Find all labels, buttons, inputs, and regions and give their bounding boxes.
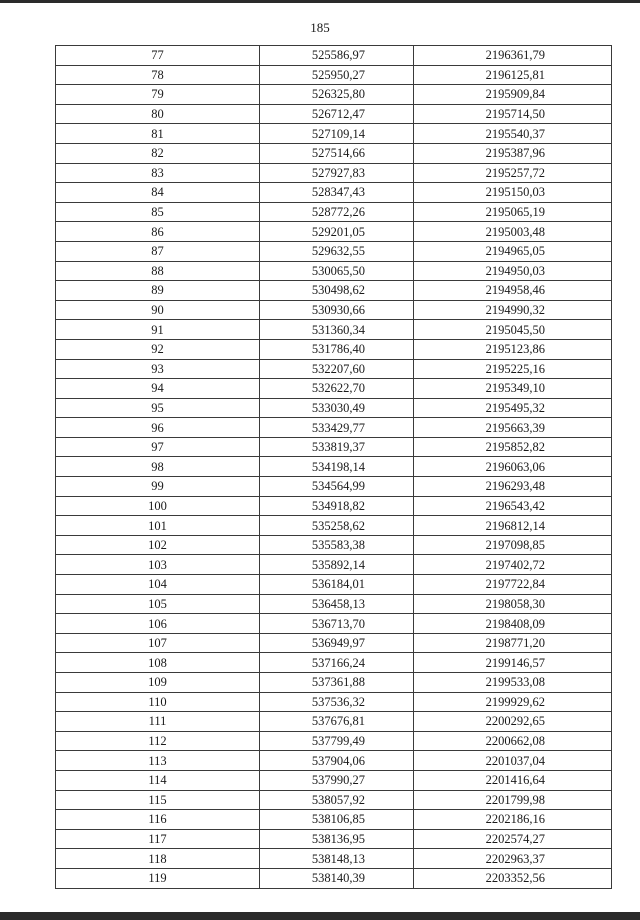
table-row [56, 614, 612, 634]
x-coordinate-cell: 537166,24 [260, 653, 414, 673]
table-row [56, 633, 612, 653]
x-coordinate-cell: 531786,40 [260, 339, 414, 359]
point-number-cell: 116 [56, 810, 260, 830]
page-number: 185 [310, 20, 330, 35]
point-number-cell: 87 [56, 241, 260, 261]
table-row [56, 300, 612, 320]
point-number-cell: 93 [56, 359, 260, 379]
x-coordinate-cell: 536458,13 [260, 594, 414, 614]
table-row [56, 692, 612, 712]
x-coordinate-cell: 534564,99 [260, 477, 414, 497]
table-row [56, 594, 612, 614]
table-row [56, 339, 612, 359]
x-coordinate-cell: 526325,80 [260, 85, 414, 105]
y-coordinate-cell: 2195540,37 [414, 124, 612, 144]
y-coordinate-cell: 2195225,16 [414, 359, 612, 379]
table-row [56, 65, 612, 85]
y-coordinate-cell: 2198058,30 [414, 594, 612, 614]
table-row [56, 202, 612, 222]
point-number-cell: 107 [56, 633, 260, 653]
table-row [56, 575, 612, 595]
table-row [56, 124, 612, 144]
x-coordinate-cell: 529632,55 [260, 241, 414, 261]
point-number-cell: 92 [56, 339, 260, 359]
y-coordinate-cell: 2195387,96 [414, 143, 612, 163]
x-coordinate-cell: 533030,49 [260, 398, 414, 418]
y-coordinate-cell: 2194990,32 [414, 300, 612, 320]
x-coordinate-cell: 533429,77 [260, 418, 414, 438]
y-coordinate-cell: 2201416,64 [414, 770, 612, 790]
x-coordinate-cell: 527514,66 [260, 143, 414, 163]
coordinates-table [55, 45, 612, 889]
x-coordinate-cell: 537799,49 [260, 731, 414, 751]
y-coordinate-cell: 2203352,56 [414, 868, 612, 888]
point-number-cell: 84 [56, 183, 260, 203]
x-coordinate-cell: 537904,06 [260, 751, 414, 771]
x-coordinate-cell: 537676,81 [260, 712, 414, 732]
point-number-cell: 83 [56, 163, 260, 183]
table-row [56, 241, 612, 261]
y-coordinate-cell: 2199146,57 [414, 653, 612, 673]
point-number-cell: 100 [56, 496, 260, 516]
table-row [56, 790, 612, 810]
point-number-cell: 85 [56, 202, 260, 222]
point-number-cell: 118 [56, 849, 260, 869]
table-row [56, 673, 612, 693]
x-coordinate-cell: 527109,14 [260, 124, 414, 144]
point-number-cell: 113 [56, 751, 260, 771]
x-coordinate-cell: 535892,14 [260, 555, 414, 575]
y-coordinate-cell: 2194958,46 [414, 281, 612, 301]
point-number-cell: 96 [56, 418, 260, 438]
point-number-cell: 88 [56, 261, 260, 281]
x-coordinate-cell: 537361,88 [260, 673, 414, 693]
point-number-cell: 86 [56, 222, 260, 242]
y-coordinate-cell: 2195150,03 [414, 183, 612, 203]
y-coordinate-cell: 2197098,85 [414, 535, 612, 555]
y-coordinate-cell: 2200292,65 [414, 712, 612, 732]
point-number-cell: 106 [56, 614, 260, 634]
y-coordinate-cell: 2195495,32 [414, 398, 612, 418]
x-coordinate-cell: 536949,97 [260, 633, 414, 653]
point-number-cell: 117 [56, 829, 260, 849]
point-number-cell: 115 [56, 790, 260, 810]
table-row [56, 496, 612, 516]
x-coordinate-cell: 525586,97 [260, 46, 414, 66]
point-number-cell: 102 [56, 535, 260, 555]
y-coordinate-cell: 2198771,20 [414, 633, 612, 653]
x-coordinate-cell: 535258,62 [260, 516, 414, 536]
x-coordinate-cell: 532207,60 [260, 359, 414, 379]
y-coordinate-cell: 2196293,48 [414, 477, 612, 497]
scan-bottom-edge [0, 912, 640, 920]
table-row [56, 516, 612, 536]
x-coordinate-cell: 535583,38 [260, 535, 414, 555]
point-number-cell: 80 [56, 104, 260, 124]
table-row [56, 104, 612, 124]
y-coordinate-cell: 2197722,84 [414, 575, 612, 595]
y-coordinate-cell: 2201037,04 [414, 751, 612, 771]
table-row [56, 418, 612, 438]
point-number-cell: 104 [56, 575, 260, 595]
table-row [56, 320, 612, 340]
point-number-cell: 112 [56, 731, 260, 751]
x-coordinate-cell: 536713,70 [260, 614, 414, 634]
table-row [56, 281, 612, 301]
table-row [56, 398, 612, 418]
y-coordinate-cell: 2202186,16 [414, 810, 612, 830]
y-coordinate-cell: 2195852,82 [414, 437, 612, 457]
x-coordinate-cell: 534198,14 [260, 457, 414, 477]
point-number-cell: 90 [56, 300, 260, 320]
x-coordinate-cell: 528772,26 [260, 202, 414, 222]
point-number-cell: 99 [56, 477, 260, 497]
point-number-cell: 81 [56, 124, 260, 144]
y-coordinate-cell: 2200662,08 [414, 731, 612, 751]
x-coordinate-cell: 530930,66 [260, 300, 414, 320]
y-coordinate-cell: 2199533,08 [414, 673, 612, 693]
x-coordinate-cell: 530498,62 [260, 281, 414, 301]
y-coordinate-cell: 2201799,98 [414, 790, 612, 810]
x-coordinate-cell: 538106,85 [260, 810, 414, 830]
table-row [56, 868, 612, 888]
x-coordinate-cell: 532622,70 [260, 379, 414, 399]
point-number-cell: 79 [56, 85, 260, 105]
point-number-cell: 108 [56, 653, 260, 673]
x-coordinate-cell: 527927,83 [260, 163, 414, 183]
table-row [56, 85, 612, 105]
y-coordinate-cell: 2195065,19 [414, 202, 612, 222]
x-coordinate-cell: 537536,32 [260, 692, 414, 712]
table-row [56, 143, 612, 163]
table-row [56, 163, 612, 183]
point-number-cell: 89 [56, 281, 260, 301]
x-coordinate-cell: 538140,39 [260, 868, 414, 888]
point-number-cell: 82 [56, 143, 260, 163]
point-number-cell: 101 [56, 516, 260, 536]
table-row [56, 535, 612, 555]
point-number-cell: 97 [56, 437, 260, 457]
x-coordinate-cell: 536184,01 [260, 575, 414, 595]
x-coordinate-cell: 534918,82 [260, 496, 414, 516]
point-number-cell: 114 [56, 770, 260, 790]
y-coordinate-cell: 2195003,48 [414, 222, 612, 242]
y-coordinate-cell: 2195663,39 [414, 418, 612, 438]
point-number-cell: 91 [56, 320, 260, 340]
table-row [56, 359, 612, 379]
table-row [56, 379, 612, 399]
x-coordinate-cell: 538136,95 [260, 829, 414, 849]
y-coordinate-cell: 2195909,84 [414, 85, 612, 105]
point-number-cell: 77 [56, 46, 260, 66]
table-row [56, 653, 612, 673]
x-coordinate-cell: 526712,47 [260, 104, 414, 124]
table-row [56, 849, 612, 869]
point-number-cell: 105 [56, 594, 260, 614]
x-coordinate-cell: 529201,05 [260, 222, 414, 242]
table-row [56, 261, 612, 281]
x-coordinate-cell: 533819,37 [260, 437, 414, 457]
table-row [56, 751, 612, 771]
x-coordinate-cell: 537990,27 [260, 770, 414, 790]
y-coordinate-cell: 2202574,27 [414, 829, 612, 849]
y-coordinate-cell: 2196125,81 [414, 65, 612, 85]
y-coordinate-cell: 2199929,62 [414, 692, 612, 712]
point-number-cell: 119 [56, 868, 260, 888]
coordinates-table-body [56, 46, 612, 889]
scan-top-edge [0, 0, 640, 3]
x-coordinate-cell: 525950,27 [260, 65, 414, 85]
x-coordinate-cell: 538148,13 [260, 849, 414, 869]
point-number-cell: 98 [56, 457, 260, 477]
table-row [56, 555, 612, 575]
point-number-cell: 109 [56, 673, 260, 693]
y-coordinate-cell: 2197402,72 [414, 555, 612, 575]
table-row [56, 712, 612, 732]
y-coordinate-cell: 2195045,50 [414, 320, 612, 340]
y-coordinate-cell: 2194965,05 [414, 241, 612, 261]
y-coordinate-cell: 2196361,79 [414, 46, 612, 66]
y-coordinate-cell: 2196812,14 [414, 516, 612, 536]
x-coordinate-cell: 531360,34 [260, 320, 414, 340]
x-coordinate-cell: 528347,43 [260, 183, 414, 203]
y-coordinate-cell: 2195714,50 [414, 104, 612, 124]
y-coordinate-cell: 2196063,06 [414, 457, 612, 477]
table-row [56, 222, 612, 242]
table-row [56, 731, 612, 751]
y-coordinate-cell: 2195123,86 [414, 339, 612, 359]
table-row [56, 477, 612, 497]
table-row [56, 770, 612, 790]
point-number-cell: 78 [56, 65, 260, 85]
y-coordinate-cell: 2202963,37 [414, 849, 612, 869]
x-coordinate-cell: 530065,50 [260, 261, 414, 281]
point-number-cell: 110 [56, 692, 260, 712]
table-row [56, 46, 612, 66]
point-number-cell: 95 [56, 398, 260, 418]
y-coordinate-cell: 2194950,03 [414, 261, 612, 281]
point-number-cell: 111 [56, 712, 260, 732]
table-row [56, 437, 612, 457]
table-row [56, 829, 612, 849]
point-number-cell: 94 [56, 379, 260, 399]
y-coordinate-cell: 2196543,42 [414, 496, 612, 516]
point-number-cell: 103 [56, 555, 260, 575]
x-coordinate-cell: 538057,92 [260, 790, 414, 810]
table-row [56, 457, 612, 477]
y-coordinate-cell: 2195349,10 [414, 379, 612, 399]
table-row [56, 810, 612, 830]
y-coordinate-cell: 2195257,72 [414, 163, 612, 183]
table-row [56, 183, 612, 203]
y-coordinate-cell: 2198408,09 [414, 614, 612, 634]
